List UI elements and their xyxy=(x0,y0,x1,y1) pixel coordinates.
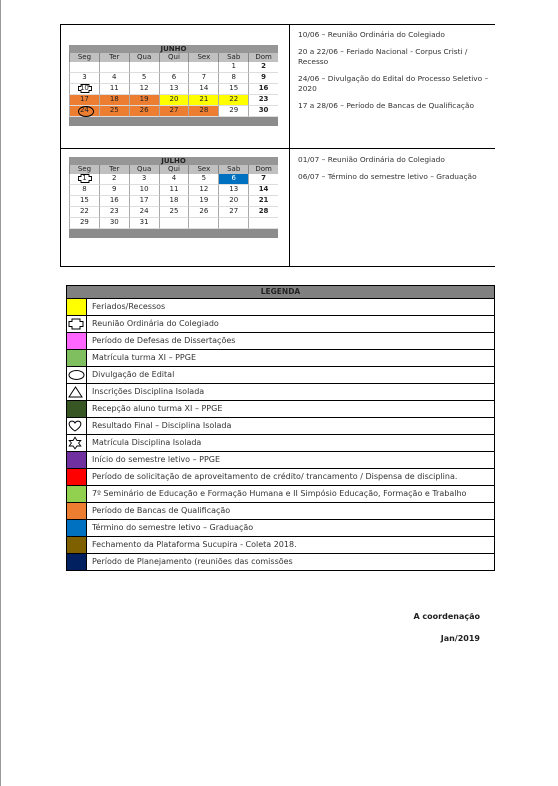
calendar-day xyxy=(188,174,218,185)
day-number: 9 xyxy=(112,185,117,193)
day-number: 1 xyxy=(231,62,236,70)
weekday-label: Ter xyxy=(99,53,129,62)
signature-coordination: A coordenação xyxy=(413,612,480,621)
day-number: 27 xyxy=(169,106,179,114)
day-number: 14 xyxy=(199,84,209,92)
legend-row xyxy=(67,486,494,503)
day-number: 26 xyxy=(139,106,149,114)
legend-label: Término do semestre letivo – Graduação xyxy=(92,523,254,532)
calendar-empty-cell xyxy=(99,62,129,73)
day-number: 21 xyxy=(199,95,209,103)
day-number: 11 xyxy=(109,84,119,92)
day-number: 17 xyxy=(139,196,149,204)
calendar-day xyxy=(159,207,189,218)
legend-label: Início do semestre letivo – PPGE xyxy=(92,455,221,464)
legend-label: Período de Bancas de Qualificação xyxy=(92,506,231,515)
legend-swatch xyxy=(67,333,87,349)
day-number: 22 xyxy=(79,207,89,215)
calendar-empty-cell xyxy=(188,62,218,73)
heart-icon xyxy=(68,420,82,432)
star-icon xyxy=(68,437,82,450)
legend-label: Matrícula Disciplina Isolada xyxy=(92,438,202,447)
day-number: 8 xyxy=(82,185,87,193)
legend-row xyxy=(67,299,494,316)
calendar-day xyxy=(188,207,218,218)
day-number: 13 xyxy=(229,185,239,193)
weekday-label: Dom xyxy=(248,53,278,62)
day-number: 6 xyxy=(171,73,177,81)
frame-divider xyxy=(61,148,495,149)
calendar-day xyxy=(248,95,278,106)
calendar-day xyxy=(129,196,159,207)
legend-row xyxy=(67,554,494,570)
frame-divider xyxy=(289,25,290,266)
legend-label: Feriados/Recessos xyxy=(92,302,166,311)
legend-swatch xyxy=(67,316,87,332)
event-item: 06/07 – Término do semestre letivo – Graduação xyxy=(298,172,477,181)
calendar-day xyxy=(159,196,189,207)
july-events xyxy=(298,155,493,189)
calendar-day xyxy=(99,185,129,196)
calendar-month-title: JULHO xyxy=(69,157,278,165)
calendar-empty-cell xyxy=(248,218,278,229)
day-number: 22 xyxy=(229,95,239,103)
day-number: 11 xyxy=(169,185,179,193)
event-item: 10/06 – Reunião Ordinária do Colegiado xyxy=(298,30,445,39)
calendar-day xyxy=(99,207,129,218)
legend-label: Recepção aluno turma XI – PPGE xyxy=(92,404,223,413)
calendar-footer xyxy=(69,117,278,126)
legend-row xyxy=(67,367,494,384)
event-item: 17 a 28/06 – Período de Bancas de Qualificação xyxy=(298,101,474,110)
legend-row xyxy=(67,401,494,418)
july-calendar xyxy=(69,157,278,238)
day-number: 15 xyxy=(79,196,89,204)
legend-swatch xyxy=(67,350,87,366)
weekday-label: Ter xyxy=(99,165,129,174)
day-number: 29 xyxy=(79,218,89,226)
calendar-month-title: JUNHO xyxy=(69,45,278,53)
legend-table xyxy=(66,285,495,571)
calendar-day xyxy=(218,174,248,185)
legend-label: Divulgação de Edital xyxy=(92,370,175,379)
calendar-day xyxy=(248,73,278,84)
day-number: 10 xyxy=(139,185,149,193)
day-number: 24 xyxy=(79,106,89,114)
day-number: 20 xyxy=(229,196,239,204)
day-number: 9 xyxy=(261,73,266,81)
oval-icon xyxy=(78,106,94,117)
day-number: 10 xyxy=(79,84,89,92)
legend-rows xyxy=(67,299,494,570)
cross-icon xyxy=(78,84,92,93)
calendar-day xyxy=(99,196,129,207)
calendar-day xyxy=(248,185,278,196)
calendar-day xyxy=(69,196,99,207)
day-number: 2 xyxy=(261,62,266,70)
legend-row xyxy=(67,384,494,401)
legend-swatch xyxy=(67,452,87,468)
calendar-day xyxy=(99,73,129,84)
legend-row xyxy=(67,503,494,520)
calendar-day xyxy=(218,95,248,106)
day-number: 2 xyxy=(112,174,117,182)
day-number: 19 xyxy=(139,95,149,103)
calendar-day xyxy=(69,95,99,106)
weekday-label: Sex xyxy=(188,53,218,62)
day-number: 5 xyxy=(141,73,147,81)
calendar-empty-cell xyxy=(159,62,189,73)
cross-icon xyxy=(78,174,92,183)
weekday-label: Qua xyxy=(129,53,159,62)
triangle-icon xyxy=(68,386,83,398)
calendar-day xyxy=(69,73,99,84)
calendar-day xyxy=(99,84,129,95)
day-number: 29 xyxy=(229,106,239,114)
legend-swatch xyxy=(67,520,87,536)
day-number: 13 xyxy=(169,84,179,92)
event-item: 20 a 22/06 – Feriado Nacional - Corpus Cristi / Recesso xyxy=(298,47,468,66)
calendar-day xyxy=(248,207,278,218)
legend-swatch xyxy=(67,401,87,417)
calendar-day xyxy=(248,174,278,185)
event-item: 24/06 – Divulgação do Edital do Processo Seletivo – 2020 xyxy=(298,74,489,93)
page-edge xyxy=(0,0,1,786)
day-number: 12 xyxy=(139,84,149,92)
legend-row xyxy=(67,520,494,537)
calendar-day xyxy=(188,196,218,207)
calendar-empty-cell xyxy=(159,218,189,229)
calendar-day xyxy=(69,106,99,117)
day-number: 25 xyxy=(109,106,119,114)
calendar-empty-cell xyxy=(218,218,248,229)
calendar-day xyxy=(218,62,248,73)
calendar-day xyxy=(248,196,278,207)
calendar-day xyxy=(188,84,218,95)
weekday-label: Qua xyxy=(129,165,159,174)
legend-label: Período de solicitação de aproveitamento de crédito/ trancamento / Dispensa de disciplina. xyxy=(92,472,458,481)
event-item: 01/07 – Reunião Ordinária do Colegiado xyxy=(298,155,445,164)
day-number: 16 xyxy=(109,196,119,204)
june-calendar xyxy=(69,45,278,126)
cross-icon xyxy=(68,318,84,330)
day-number: 15 xyxy=(229,84,239,92)
legend-swatch xyxy=(67,554,87,570)
day-number: 31 xyxy=(139,218,149,226)
day-number: 6 xyxy=(231,174,236,182)
calendar-day xyxy=(248,84,278,95)
day-number: 14 xyxy=(258,185,269,193)
calendar-day xyxy=(188,95,218,106)
day-number: 7 xyxy=(261,174,266,182)
calendar-day xyxy=(159,174,189,185)
legend-row xyxy=(67,350,494,367)
calendar-day xyxy=(159,84,189,95)
day-number: 4 xyxy=(171,174,177,182)
weekday-label: Qui xyxy=(159,53,189,62)
legend-label: Matrícula turma XI – PPGE xyxy=(92,353,197,362)
signature-date: Jan/2019 xyxy=(440,634,480,643)
day-number: 23 xyxy=(258,95,269,103)
calendar-day xyxy=(159,73,189,84)
calendar-day xyxy=(218,207,248,218)
legend-label: 7º Seminário de Educação e Formação Humana e II Simpósio Educação, Formação e Trabalho xyxy=(92,489,467,498)
legend-swatch xyxy=(67,299,87,315)
day-number: 28 xyxy=(258,207,269,215)
day-number: 28 xyxy=(199,106,209,114)
day-number: 27 xyxy=(229,207,239,215)
calendar-day xyxy=(188,73,218,84)
calendar-day xyxy=(159,185,189,196)
day-number: 21 xyxy=(258,196,269,204)
calendar-day xyxy=(129,95,159,106)
legend-row xyxy=(67,316,494,333)
weekday-label: Dom xyxy=(248,165,278,174)
day-number: 3 xyxy=(82,73,87,81)
calendar-grid xyxy=(69,174,278,229)
legend-label: Resultado Final – Disciplina Isolada xyxy=(92,421,232,430)
calendar-day xyxy=(99,106,129,117)
calendar-day xyxy=(69,218,99,229)
legend-label: Fechamento da Plataforma Sucupira - Coleta 2018. xyxy=(92,540,297,549)
calendar-day xyxy=(188,106,218,117)
legend-swatch xyxy=(67,486,87,502)
legend-row xyxy=(67,452,494,469)
legend-row xyxy=(67,435,494,452)
calendar-grid xyxy=(69,62,278,117)
legend-title: LEGENDA xyxy=(67,286,494,299)
day-number: 26 xyxy=(199,207,209,215)
calendar-day xyxy=(218,196,248,207)
legend-swatch xyxy=(67,418,87,434)
weekday-header xyxy=(69,53,278,62)
calendar-day xyxy=(218,73,248,84)
calendar-day xyxy=(69,185,99,196)
day-number: 30 xyxy=(258,106,269,114)
calendar-empty-cell xyxy=(69,62,99,73)
day-number: 3 xyxy=(141,174,147,182)
weekday-label: Sex xyxy=(188,165,218,174)
day-number: 17 xyxy=(79,95,89,103)
weekday-label: Seg xyxy=(69,53,99,62)
legend-row xyxy=(67,537,494,554)
legend-row xyxy=(67,418,494,435)
calendar-day xyxy=(69,207,99,218)
legend-swatch xyxy=(67,537,87,553)
legend-swatch xyxy=(67,435,87,451)
day-number: 30 xyxy=(109,218,119,226)
legend-swatch xyxy=(67,503,87,519)
calendar-day xyxy=(159,95,189,106)
day-number: 25 xyxy=(169,207,179,215)
legend-swatch xyxy=(67,367,87,383)
calendar-day xyxy=(69,84,99,95)
calendar-day xyxy=(129,84,159,95)
calendar-day xyxy=(69,174,99,185)
legend-row xyxy=(67,333,494,350)
day-number: 8 xyxy=(231,73,236,81)
calendar-day xyxy=(129,106,159,117)
calendar-day xyxy=(129,73,159,84)
legend-label: Inscrições Disciplina Isolada xyxy=(92,387,205,396)
weekday-header xyxy=(69,165,278,174)
calendar-day xyxy=(129,174,159,185)
calendar-day xyxy=(159,106,189,117)
calendar-empty-cell xyxy=(129,62,159,73)
calendar-day xyxy=(218,106,248,117)
calendar-day xyxy=(218,84,248,95)
calendar-day xyxy=(248,106,278,117)
day-number: 4 xyxy=(112,73,117,81)
calendar-footer xyxy=(69,229,278,238)
legend-swatch xyxy=(67,384,87,400)
calendar-frame xyxy=(60,24,495,267)
calendar-day xyxy=(129,185,159,196)
calendar-day xyxy=(129,207,159,218)
calendar-day xyxy=(99,174,129,185)
legend-label: Período de Planejamento (reuniões das comissões xyxy=(92,557,293,566)
weekday-label: Qui xyxy=(159,165,189,174)
day-number: 20 xyxy=(169,95,179,103)
oval-icon xyxy=(68,370,85,381)
day-number: 18 xyxy=(109,95,119,103)
day-number: 19 xyxy=(199,196,209,204)
day-number: 23 xyxy=(109,207,119,215)
calendar-day xyxy=(99,218,129,229)
legend-label: Reunião Ordinária do Colegiado xyxy=(92,319,219,328)
legend-swatch xyxy=(67,469,87,485)
calendar-day xyxy=(218,185,248,196)
day-number: 18 xyxy=(169,196,179,204)
legend-label: Período de Defesas de Dissertações xyxy=(92,336,236,345)
calendar-day xyxy=(99,95,129,106)
day-number: 16 xyxy=(258,84,269,92)
day-number: 1 xyxy=(82,174,87,182)
legend-row xyxy=(67,469,494,486)
june-events xyxy=(298,30,493,118)
calendar-day xyxy=(188,185,218,196)
day-number: 24 xyxy=(139,207,149,215)
calendar-empty-cell xyxy=(188,218,218,229)
weekday-label: Sab xyxy=(218,165,248,174)
day-number: 12 xyxy=(199,185,209,193)
calendar-day xyxy=(129,218,159,229)
day-number: 5 xyxy=(201,174,207,182)
weekday-label: Seg xyxy=(69,165,99,174)
weekday-label: Sab xyxy=(218,53,248,62)
calendar-day xyxy=(248,62,278,73)
day-number: 7 xyxy=(201,73,207,81)
